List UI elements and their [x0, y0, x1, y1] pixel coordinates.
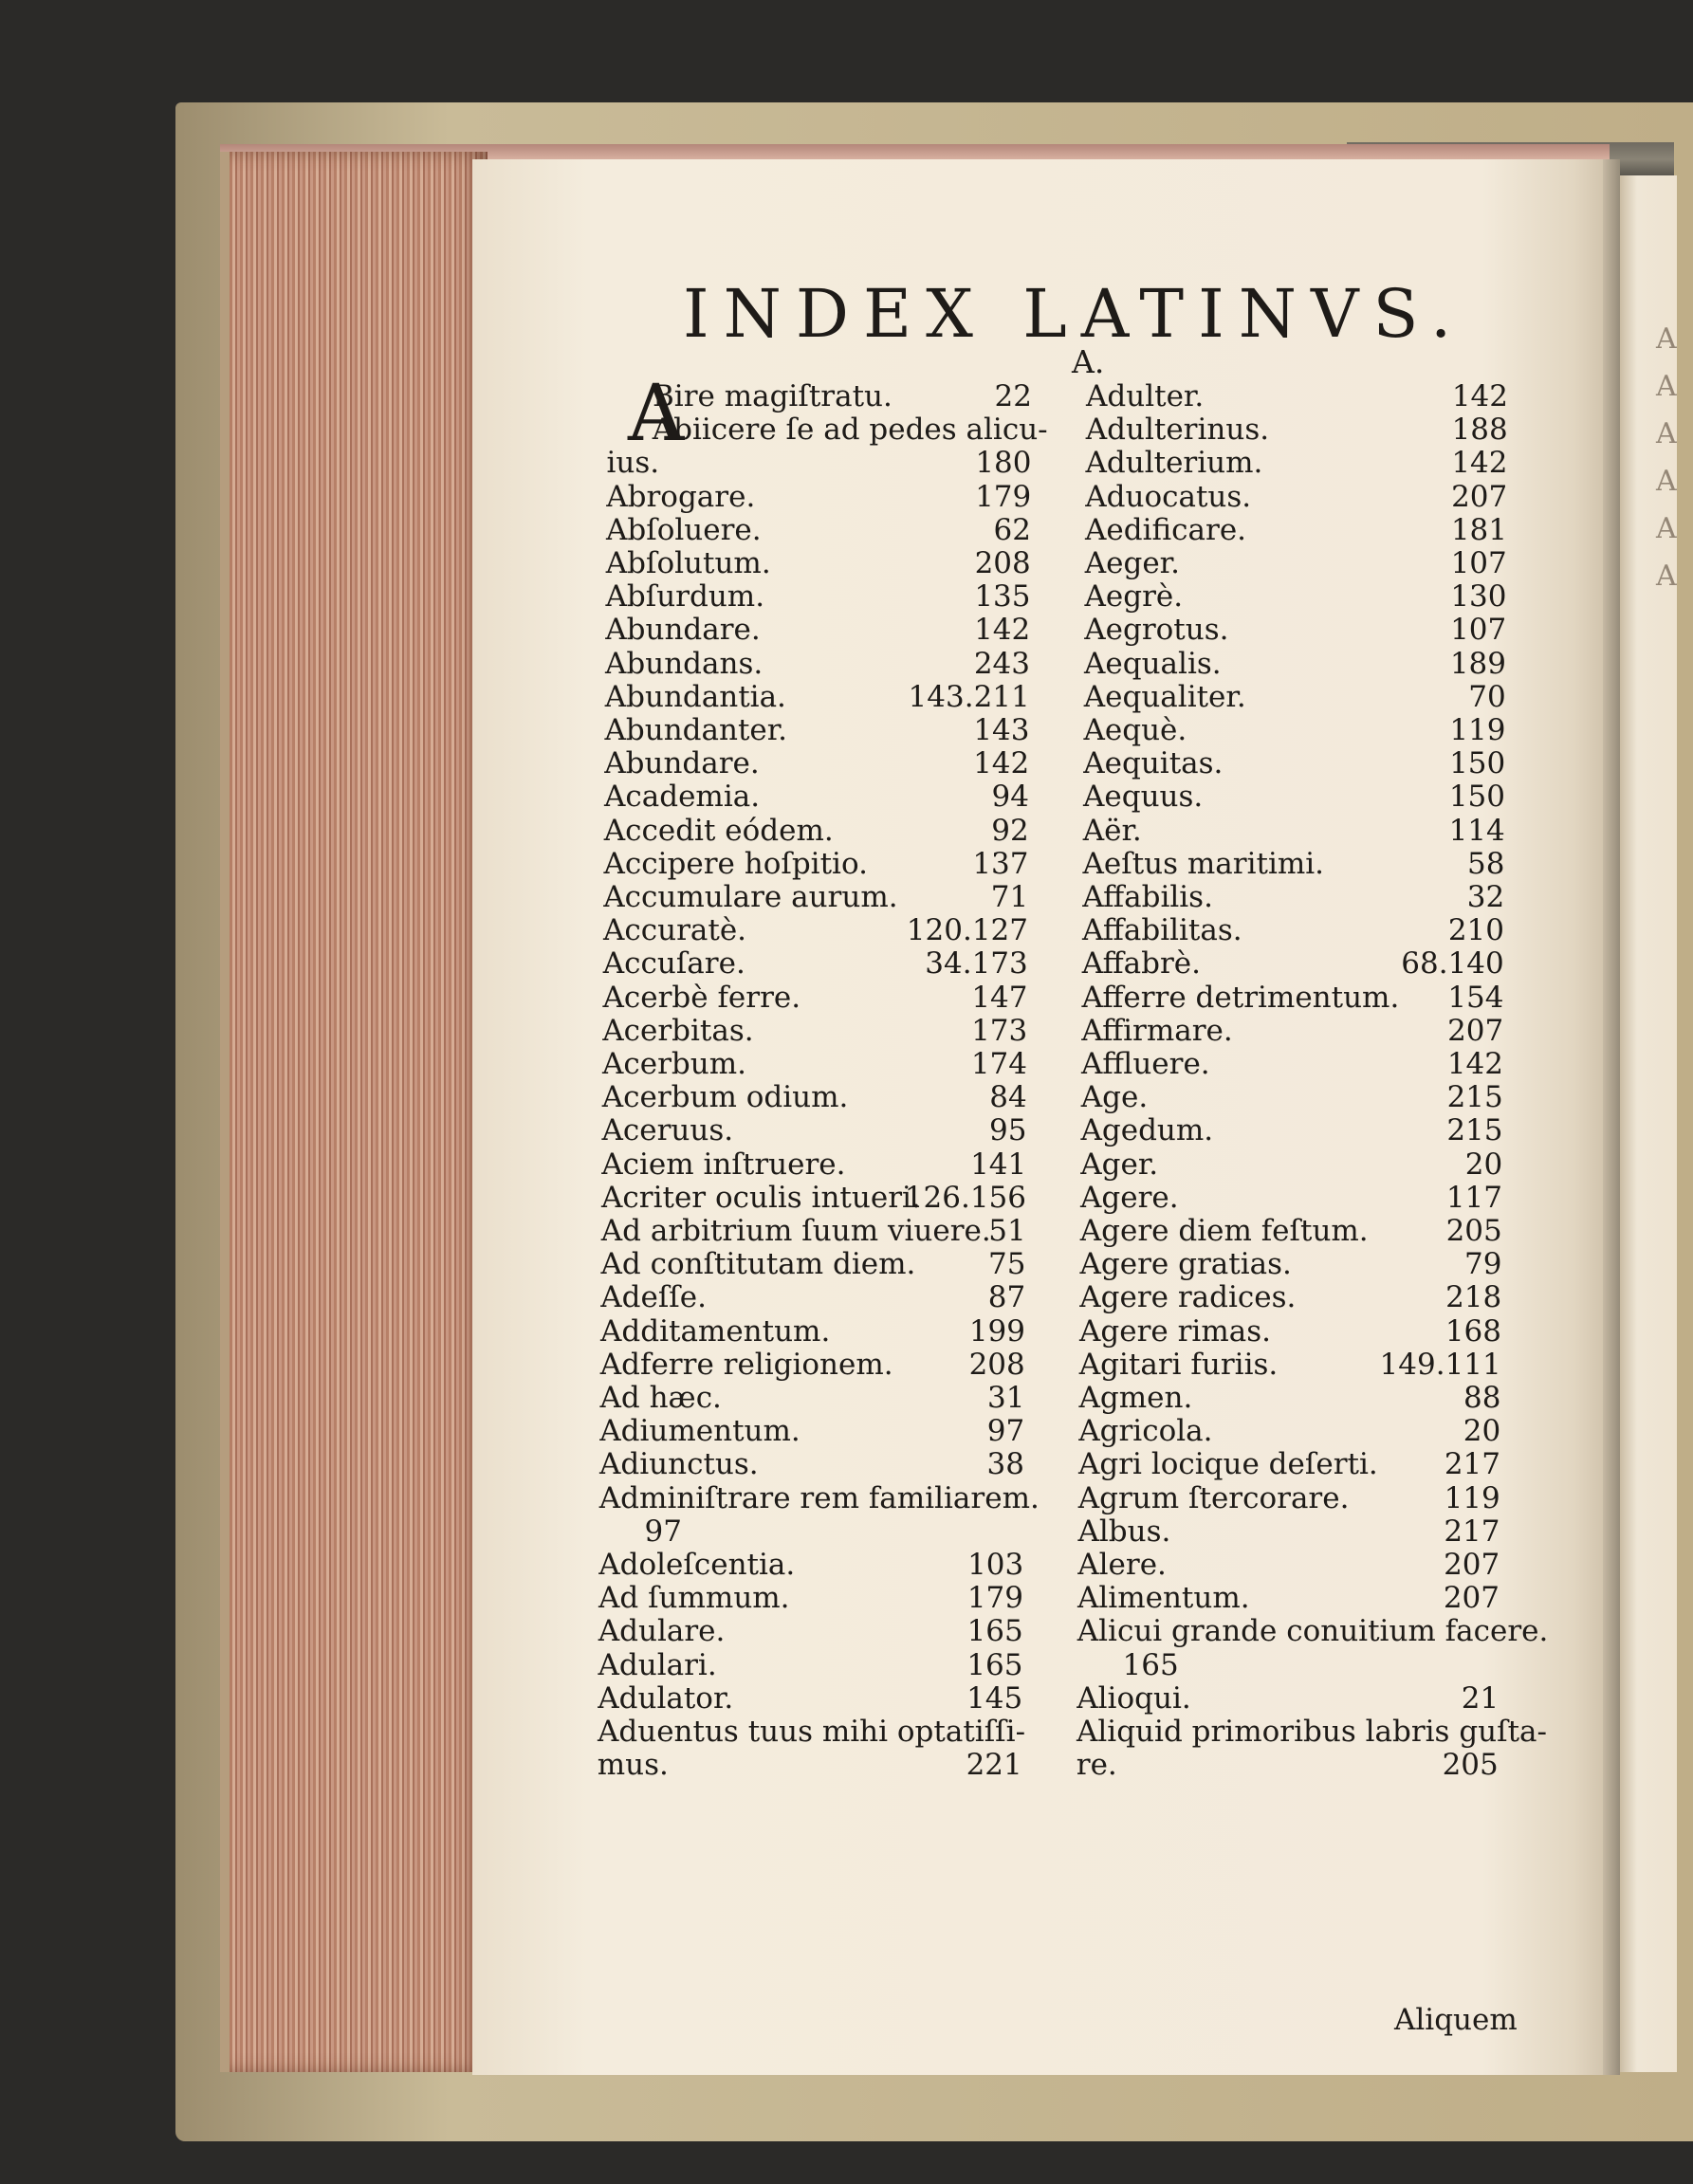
entry-page-number: 149.111: [1379, 1347, 1501, 1382]
entry-term: Adiumentum.: [599, 1414, 800, 1449]
index-entry: [1079, 1314, 1501, 1349]
entry-term: Agmen.: [1078, 1381, 1193, 1415]
index-entry: [1078, 1481, 1500, 1515]
entry-page-number: 135: [974, 579, 1031, 615]
entry-page-number: 143.211: [908, 679, 1030, 714]
index-entry: [1077, 1581, 1500, 1615]
entry-page-number: 188: [1451, 413, 1508, 448]
entry-page-number: 117: [1445, 1180, 1502, 1215]
entry-page-number: 142: [1451, 446, 1508, 481]
entry-term: Aequalis.: [1084, 646, 1222, 681]
entry-page-number: 179: [975, 479, 1032, 514]
index-entry: [1082, 946, 1504, 981]
entry-term: Abundare.: [604, 746, 760, 781]
entry-term: Agere rimas.: [1079, 1313, 1271, 1349]
index-entry: [598, 1581, 1023, 1615]
entry-page-number: 137: [972, 846, 1029, 881]
entry-page-number: 58: [1467, 846, 1505, 881]
entry-page-number: 154: [1447, 980, 1504, 1015]
entry-page-number: 34.173: [925, 946, 1028, 982]
entry-term: Aequè.: [1083, 713, 1187, 747]
entry-term: Alioqui.: [1077, 1680, 1191, 1716]
entry-term: Accipere hoſpitio.: [603, 846, 868, 881]
index-entry: [1085, 546, 1507, 580]
entry-term: Acerbum.: [602, 1047, 746, 1081]
entry-page-number: 145: [966, 1680, 1023, 1716]
entry-page-number: 150: [1448, 780, 1505, 815]
entry-term: 165: [1122, 1647, 1179, 1682]
index-entry: [1080, 1147, 1502, 1182]
entry-term: mus.: [597, 1748, 669, 1783]
entry-term: ius.: [606, 446, 660, 481]
index-entry: [1083, 814, 1505, 848]
entry-term: Agere radices.: [1079, 1280, 1297, 1315]
entry-page-number: 207: [1447, 1013, 1504, 1048]
entry-page-number: 92: [991, 813, 1029, 848]
entry-page-number: 71: [990, 880, 1029, 914]
index-entry: [601, 1247, 1026, 1281]
index-entry: [1080, 1181, 1502, 1215]
entry-term: re.: [1076, 1748, 1117, 1783]
entry-term: Agrum ſtercorare.: [1077, 1480, 1350, 1515]
entry-term: Accedit eódem.: [603, 813, 834, 848]
index-entry: [603, 880, 1028, 914]
entry-term: Age.: [1080, 1080, 1149, 1115]
index-entry: [1086, 413, 1508, 447]
entry-page-number: 31: [987, 1381, 1025, 1415]
index-entry: [1081, 1014, 1503, 1048]
entry-page-number: 173: [971, 1013, 1028, 1048]
entry-term: Abiicere ſe ad pedes alicu-: [652, 413, 1048, 448]
entry-page-number: 119: [1444, 1480, 1500, 1515]
index-entry: [598, 1548, 1023, 1582]
index-entry: [602, 1080, 1027, 1114]
index-entry: [1081, 1113, 1503, 1147]
index-entry: [1084, 647, 1506, 681]
entry-term: Adulare.: [598, 1614, 726, 1649]
index-entry: [1083, 780, 1505, 814]
entry-term: Adoleſcentia.: [598, 1548, 796, 1582]
entry-term: Bire magiſtratu.: [653, 379, 893, 413]
index-entry: [598, 1715, 1026, 1749]
index-entry: [1082, 880, 1504, 914]
index-entry: [1085, 513, 1507, 547]
index-entry: [1077, 1715, 1548, 1749]
index-entry: [606, 579, 1031, 614]
entry-page-number: 165: [966, 1647, 1023, 1682]
entry-page-number: 142: [1446, 1047, 1503, 1081]
entry-term: Agitari furiis.: [1078, 1347, 1279, 1382]
entry-term: Agri locique deſerti.: [1078, 1447, 1378, 1482]
index-entry: [605, 647, 1030, 681]
index-entry: [653, 379, 1032, 413]
index-entry: [601, 1181, 1026, 1215]
entry-term: Aër.: [1082, 813, 1142, 848]
index-entry: [598, 1748, 1022, 1782]
entry-term: Aequus.: [1083, 780, 1204, 815]
entry-page-number: 68.140: [1401, 946, 1504, 982]
index-entry: [606, 480, 1031, 514]
entry-page-number: 38: [986, 1447, 1024, 1482]
index-entry: [600, 1381, 1025, 1415]
entry-term: Adulator.: [598, 1680, 734, 1716]
index-entry: [1077, 1748, 1499, 1782]
index-entry: [1081, 1080, 1503, 1114]
entry-term: Acerbum odium.: [601, 1080, 849, 1115]
section-letter: A.: [1072, 343, 1105, 380]
entry-page-number: 205: [1442, 1748, 1499, 1783]
index-entry: [1078, 1414, 1500, 1448]
entry-page-number: 168: [1445, 1313, 1501, 1349]
entry-page-number: 147: [971, 980, 1028, 1015]
entry-term: Affabilis.: [1082, 880, 1213, 914]
index-entry: [1084, 613, 1506, 647]
index-entry: [598, 1614, 1023, 1648]
index-entry: [1083, 746, 1505, 780]
entry-term: Ad arbitrium ſuum viuere.: [600, 1214, 991, 1248]
entry-term: Adminiſtrare rem familiarem.: [598, 1480, 1040, 1515]
entry-term: Aeger.: [1084, 546, 1180, 580]
entry-term: Acerbitas.: [602, 1013, 754, 1048]
facing-page-edge: [1620, 175, 1677, 2072]
entry-page-number: 84: [989, 1080, 1027, 1115]
entry-page-number: 97: [986, 1414, 1025, 1449]
entry-term: Abrogare.: [606, 479, 756, 514]
entry-term: Abundans.: [605, 646, 764, 681]
entry-term: Aegrotus.: [1084, 613, 1229, 648]
index-entry: [606, 513, 1031, 547]
entry-term: Adulterium.: [1085, 446, 1263, 481]
entry-term: Albus.: [1077, 1514, 1171, 1549]
index-entry: [1084, 713, 1506, 747]
entry-page-number: 210: [1447, 913, 1504, 948]
entry-page-number: 243: [973, 646, 1030, 681]
entry-page-number: 142: [973, 746, 1030, 781]
index-entry: [603, 913, 1028, 947]
entry-term: Aciem inſtruere.: [601, 1147, 846, 1182]
entry-term: Aceruus.: [601, 1113, 734, 1148]
entry-page-number: 208: [968, 1347, 1025, 1382]
entry-term: Affluere.: [1081, 1047, 1210, 1081]
entry-page-number: 221: [966, 1748, 1022, 1783]
index-entry: [599, 1447, 1024, 1481]
index-entry: [598, 1681, 1022, 1716]
index-entry: [600, 1348, 1025, 1382]
index-entry: [1080, 1214, 1502, 1248]
entry-term: Alicui grande conuitium facere.: [1077, 1614, 1549, 1649]
entry-term: Ad conſtitutam diem.: [600, 1247, 916, 1282]
entry-term: Aduentus tuus mihi optatiſſi-: [598, 1715, 1026, 1749]
index-entry: [1084, 680, 1506, 714]
index-entry: [605, 680, 1030, 714]
index-entry: [603, 981, 1028, 1015]
index-entry: [603, 946, 1028, 981]
entry-page-number: 174: [970, 1047, 1027, 1081]
entry-term: 97: [644, 1514, 682, 1549]
entry-page-number: 22: [994, 379, 1032, 413]
entry-page-number: 95: [989, 1113, 1027, 1148]
entry-term: Agere.: [1080, 1180, 1179, 1215]
entry-page-number: 217: [1444, 1447, 1500, 1482]
entry-page-number: 107: [1450, 546, 1507, 580]
entry-page-number: 165: [966, 1614, 1023, 1649]
entry-term: Adulari.: [598, 1647, 717, 1682]
entry-term: Affabilitas.: [1082, 913, 1242, 948]
entry-page-number: 20: [1463, 1414, 1501, 1449]
index-entry: [604, 780, 1029, 814]
entry-term: Aequitas.: [1083, 746, 1224, 781]
entry-term: Afferre detrimentum.: [1081, 980, 1400, 1015]
entry-term: Accumulare aurum.: [603, 880, 898, 914]
entry-term: Academia.: [604, 780, 761, 815]
index-entry: [602, 1113, 1027, 1147]
index-entry: [1078, 1514, 1500, 1549]
entry-page-number: 20: [1464, 1147, 1503, 1182]
entry-page-number: 215: [1446, 1080, 1503, 1115]
entry-term: Aeſtus maritimi.: [1082, 846, 1325, 881]
entry-term: Adulterinus.: [1085, 413, 1270, 448]
entry-page-number: 218: [1445, 1280, 1502, 1315]
page-edges-left: [220, 152, 488, 2072]
index-entry: [1077, 1548, 1500, 1582]
entry-term: Acriter oculis intueri.: [601, 1180, 921, 1215]
facing-page-glyph: A: [1656, 465, 1677, 498]
gutter-shadow: [1603, 159, 1620, 2075]
entry-term: Agere gratias.: [1079, 1247, 1292, 1282]
index-entry: [600, 1280, 1025, 1314]
entry-page-number: 207: [1444, 1548, 1500, 1582]
index-entry: [602, 1047, 1027, 1081]
entry-page-number: 94: [991, 780, 1029, 815]
index-entry: [598, 1648, 1023, 1682]
index-entry: [604, 814, 1029, 848]
entry-term: Abundantia.: [604, 679, 786, 714]
index-entry: [605, 613, 1030, 647]
index-entry: [601, 1214, 1026, 1248]
entry-page-number: 107: [1450, 613, 1507, 648]
entry-term: Ad hæc.: [599, 1381, 722, 1415]
entry-page-number: 103: [967, 1548, 1024, 1582]
entry-term: Alere.: [1077, 1548, 1167, 1582]
index-entry: [600, 1314, 1025, 1349]
entry-page-number: 189: [1449, 646, 1506, 681]
index-entry: [605, 713, 1030, 747]
entry-term: Affabrè.: [1081, 946, 1201, 982]
index-entry: [1077, 1681, 1499, 1716]
index-entry: [601, 1147, 1026, 1182]
entry-page-number: 141: [970, 1147, 1027, 1182]
entry-page-number: 142: [1451, 379, 1508, 413]
entry-page-number: 119: [1449, 713, 1506, 747]
page-title: INDEX LATINVS.: [683, 275, 1466, 353]
index-entry: [1077, 1614, 1549, 1649]
entry-page-number: 199: [968, 1313, 1025, 1349]
facing-page-glyph: A: [1656, 322, 1677, 356]
index-entry: [1079, 1348, 1501, 1382]
index-entry: [645, 1514, 1024, 1549]
entry-page-number: 21: [1461, 1680, 1500, 1716]
entry-term: Adulter.: [1086, 379, 1205, 413]
entry-term: Abſurdum.: [605, 579, 765, 615]
entry-page-number: 217: [1444, 1514, 1500, 1549]
index-entry: [1079, 1280, 1501, 1314]
index-entry: [606, 546, 1031, 580]
index-entry: [1085, 480, 1507, 514]
entry-term: Agere diem feſtum.: [1079, 1214, 1369, 1248]
entry-page-number: 79: [1464, 1247, 1502, 1282]
entry-term: Affirmare.: [1081, 1013, 1233, 1048]
entry-term: Aliquid primoribus labris guſta-: [1077, 1715, 1548, 1749]
index-entry: [1085, 579, 1507, 614]
drop-cap: A: [628, 369, 685, 459]
entry-term: Agedum.: [1080, 1113, 1214, 1148]
index-entry: [604, 746, 1029, 780]
entry-term: Ager.: [1080, 1147, 1159, 1182]
entry-page-number: 120.127: [906, 913, 1028, 948]
entry-page-number: 179: [966, 1581, 1023, 1616]
entry-term: Adeſſe.: [600, 1280, 707, 1315]
facing-page-glyph: A: [1656, 370, 1677, 403]
entry-page-number: 143: [973, 713, 1030, 747]
entry-term: Aedificare.: [1085, 512, 1247, 547]
entry-term: Abundanter.: [604, 713, 788, 747]
entry-page-number: 130: [1450, 579, 1507, 615]
index-entry: [652, 413, 1048, 448]
entry-term: Abſoluere.: [606, 512, 762, 547]
entry-page-number: 142: [974, 613, 1031, 648]
entry-term: Abſolutum.: [605, 546, 771, 580]
index-entry: [1081, 1047, 1503, 1081]
entry-term: Adiunctus.: [599, 1447, 759, 1482]
index-entry: [598, 1480, 1040, 1515]
facing-page-glyph: A: [1656, 417, 1677, 450]
entry-page-number: 87: [987, 1280, 1026, 1315]
entry-page-number: 181: [1450, 512, 1507, 547]
facing-page-glyph: A: [1656, 560, 1677, 593]
index-entry: [599, 1414, 1024, 1448]
entry-page-number: 207: [1451, 479, 1508, 514]
entry-term: Ad ſummum.: [598, 1581, 790, 1616]
index-entry: [1083, 847, 1505, 881]
entry-term: Abundare.: [605, 613, 761, 648]
index-entry: [1082, 913, 1504, 947]
index-entry: [607, 446, 1032, 480]
entry-page-number: 70: [1468, 679, 1506, 714]
entry-page-number: 180: [975, 446, 1032, 481]
catchword: Aliquem: [1394, 2003, 1518, 2037]
entry-term: Accuſare.: [602, 946, 745, 982]
entry-page-number: 208: [974, 546, 1031, 580]
entry-page-number: 215: [1446, 1113, 1503, 1148]
index-entry: [1082, 981, 1504, 1015]
entry-term: Alimentum.: [1077, 1581, 1250, 1616]
entry-page-number: 205: [1445, 1214, 1502, 1248]
entry-page-number: 75: [988, 1247, 1026, 1282]
entry-page-number: 51: [988, 1214, 1026, 1248]
facing-page-glyph: A: [1656, 512, 1677, 545]
entry-page-number: 126.156: [904, 1180, 1026, 1215]
index-entry: [1078, 1447, 1500, 1481]
entry-page-number: 62: [993, 512, 1031, 547]
entry-term: Aegrè.: [1084, 579, 1184, 615]
index-entry: [1086, 446, 1508, 480]
entry-page-number: 32: [1466, 880, 1505, 914]
index-entry: [1123, 1648, 1500, 1682]
entry-term: Adferre religionem.: [599, 1347, 893, 1382]
entry-page-number: 114: [1448, 813, 1505, 848]
entry-page-number: 207: [1443, 1581, 1500, 1616]
entry-page-number: 88: [1463, 1381, 1501, 1415]
entry-term: Acerbè ferre.: [602, 980, 801, 1015]
entry-term: Agricola.: [1078, 1414, 1213, 1449]
entry-term: Aduocatus.: [1085, 479, 1252, 514]
index-entry: [602, 1014, 1027, 1048]
entry-page-number: 150: [1449, 746, 1506, 781]
entry-term: Additamentum.: [600, 1313, 831, 1349]
index-entry: [1080, 1247, 1502, 1281]
index-entry: [1079, 1381, 1501, 1415]
entry-term: Accuratè.: [603, 913, 747, 948]
index-entry: [1086, 379, 1508, 413]
index-entry: [604, 847, 1029, 881]
entry-term: Aequaliter.: [1083, 679, 1246, 714]
